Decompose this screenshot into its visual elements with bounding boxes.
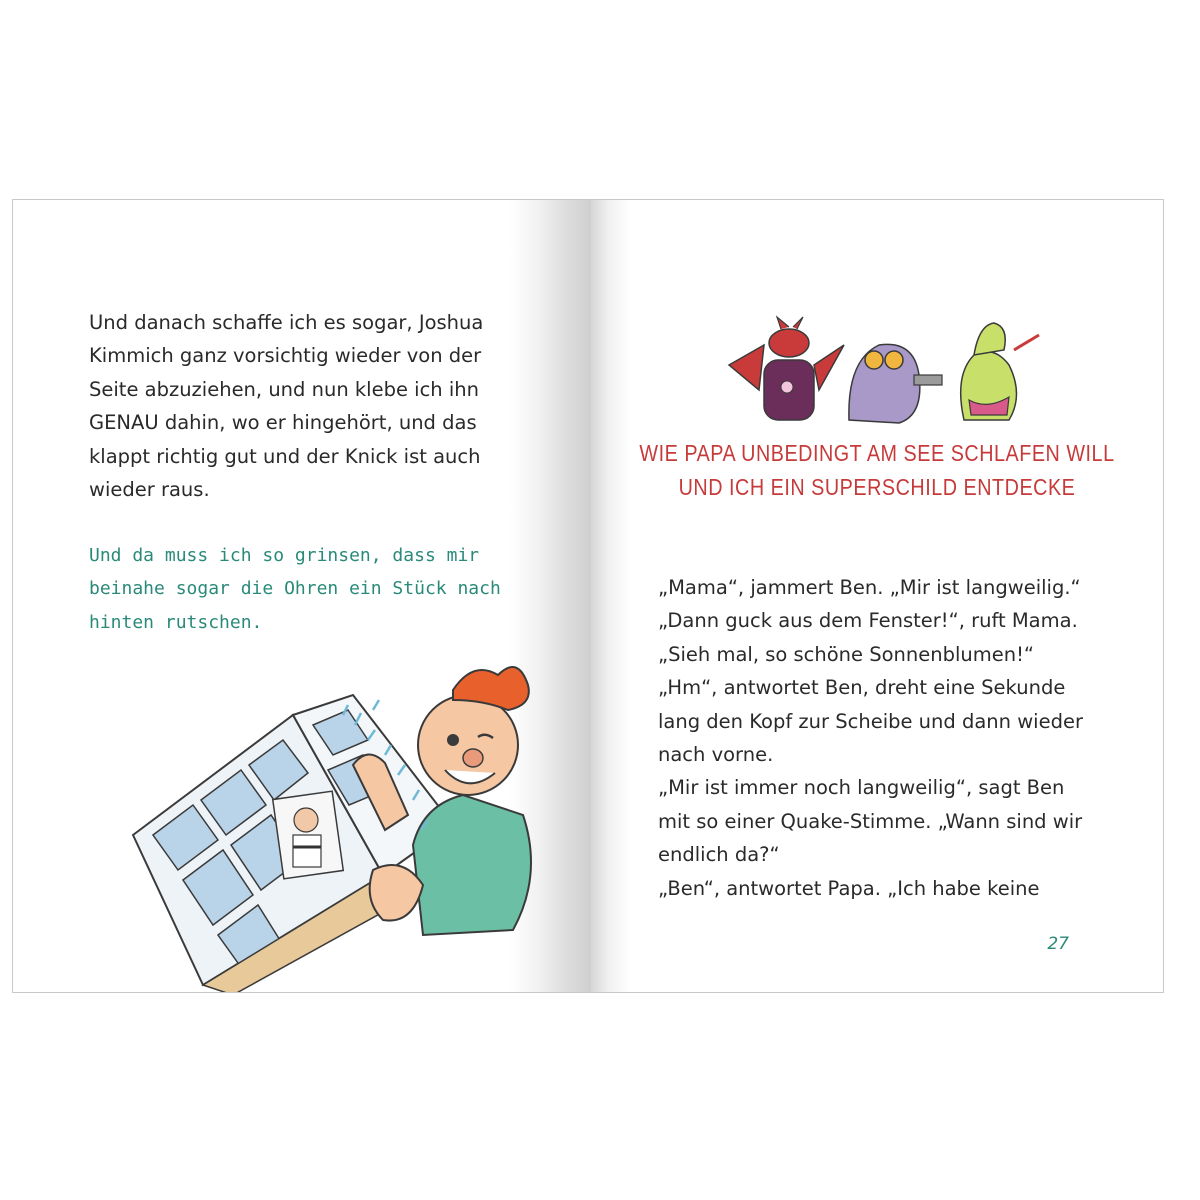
page-number: 27 <box>1047 934 1069 954</box>
story-paragraph <box>89 306 519 506</box>
text-line: endlich da?“ <box>658 843 780 867</box>
text-line: „Mama“, jammert Ben. „Mir ist langweilig.“ <box>658 576 1081 599</box>
text-line: Kimmich ganz vorsichtig wieder von der <box>89 344 482 368</box>
text-line: „Mir ist immer noch langweilig“, sagt Ben <box>658 776 1065 800</box>
boy-sticker-album-illustration <box>123 655 563 993</box>
purple-goggle-monster <box>849 344 942 423</box>
text-line: GENAU dahin, wo er hingehört, und das <box>89 411 477 435</box>
chapter-title-line: WIE PAPA UNBEDINGT AM SEE SCHLAFEN WILL <box>639 440 1115 466</box>
text-line: Und danach schaffe ich es sogar, Joshua <box>89 311 484 334</box>
text-line: klappt richtig gut und der Knick ist auch <box>89 444 481 468</box>
aside-line: hinten rutschen. <box>89 611 263 633</box>
red-dragon-monster <box>729 317 844 420</box>
open-book <box>12 199 1164 993</box>
text-line: nach vorne. <box>658 743 774 767</box>
text-line: wieder raus. <box>89 478 210 502</box>
boy-character <box>353 667 531 935</box>
aside-line: beinahe sogar die Ohren ein Stück nach <box>89 578 501 600</box>
chapter-title-line: UND ICH EIN SUPERSCHILD ENTDECKE <box>678 474 1076 500</box>
text-line: „Ben“, antwortet Papa. „Ich habe keine <box>658 876 1040 900</box>
aside-line: Und da muss ich so grinsen, dass mir <box>89 545 480 566</box>
text-line: lang den Kopf zur Scheibe und dann wieder <box>658 709 1083 733</box>
text-line: „Hm“, antwortet Ben, dreht eine Sekunde <box>658 676 1066 700</box>
chapter-title <box>631 436 1123 504</box>
text-line: „Sieh mal, so schöne Sonnenblumen!“ <box>658 642 1035 666</box>
monsters-illustration <box>719 315 1059 430</box>
left-page <box>13 200 591 992</box>
text-line: „Dann guck aus dem Fenster!“, ruft Mama. <box>658 609 1078 633</box>
text-line: Seite abzuziehen, und nun klebe ich ihn <box>89 377 479 401</box>
right-page <box>591 200 1163 992</box>
green-lizard-monster <box>961 323 1039 420</box>
handwritten-aside <box>89 539 519 639</box>
story-dialogue <box>658 571 1098 905</box>
sticker-album <box>133 695 453 993</box>
text-line: mit so einer Quake-Stimme. „Wann sind wir <box>658 809 1083 833</box>
